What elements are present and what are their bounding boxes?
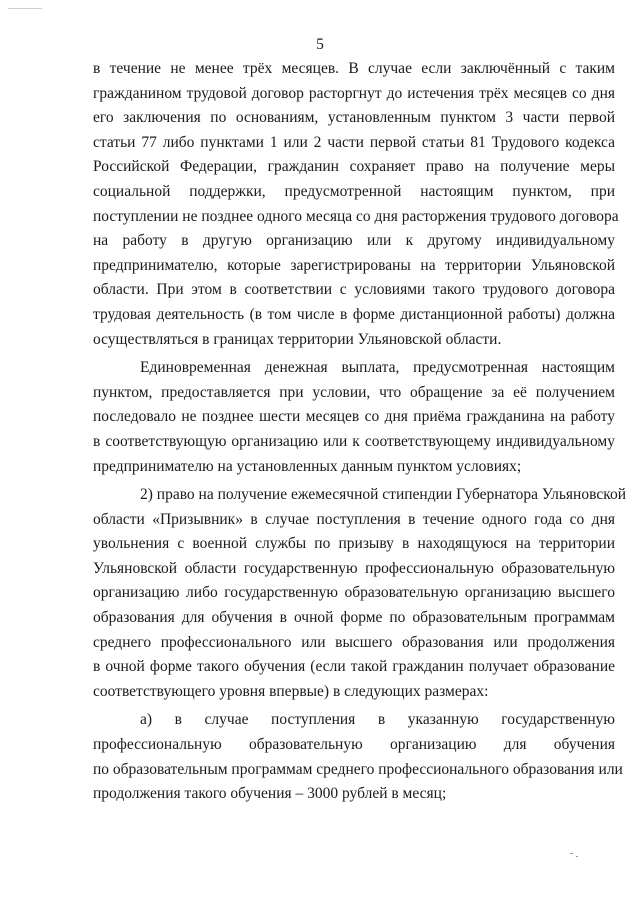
paragraph	[93, 483, 626, 704]
text-line: на работу в другую организацию или к другому индивидуальному	[93, 232, 615, 250]
page-number: 5	[316, 36, 324, 53]
text-line: увольнения с военной службы по призыву в находящуюся на территории	[93, 535, 615, 553]
scan-artifact	[576, 856, 578, 857]
paragraph	[93, 57, 619, 352]
text-line: его заключения по основаниям, установленным пунктом 3 части первой	[93, 109, 615, 127]
text-line: трудовая деятельность (в том числе в форме дистанционной работы) должна	[93, 305, 615, 323]
text-line: в течение не менее трёх месяцев. В случае если заключённый с таким	[93, 60, 615, 77]
text-line: Единовременная денежная выплата, предусмотренная настоящим	[140, 359, 615, 377]
text-line: предпринимателю, которые зарегистрированы на территории Ульяновской	[93, 256, 615, 274]
text-line: среднего профессионального или высшего образования или продолжения	[93, 633, 615, 651]
text-line: продолжения такого обучения – 3000 рублей в месяц;	[93, 785, 447, 803]
document-body	[93, 57, 626, 807]
text-line: образования для обучения в очной форме по образовательным программам	[93, 609, 615, 627]
text-line: осуществляться в границах территории Ульяновской области.	[93, 330, 502, 348]
text-line: профессиональную образовательную организацию для обучения	[93, 736, 615, 754]
text-line: Ульяновской области государственную профессиональную образовательную	[93, 559, 615, 577]
paragraph	[93, 356, 615, 479]
scan-artifact	[570, 853, 573, 854]
text-line: статьи 77 либо пунктами 1 или 2 части первой статьи 81 Трудового кодекса	[93, 133, 615, 151]
text-line: а) в случае поступления в указанную государственную	[140, 711, 615, 729]
paragraph	[93, 708, 623, 806]
scan-artifact	[8, 8, 42, 9]
text-line: соответствующего уровня впервые) в следующих размерах:	[93, 682, 489, 700]
text-line: в очной форме такого обучения (если такой гражданин получает образование	[93, 658, 615, 676]
text-line: поступлении не позднее одного месяца со дня расторжения трудового договора	[93, 207, 619, 225]
text-line: организацию либо государственную образовательную организацию высшего	[93, 584, 615, 602]
text-line: области. При этом в соответствии с условиями такого трудового договора	[93, 281, 615, 299]
text-line: предпринимателю на установленных данным пунктом условиях;	[93, 457, 522, 475]
text-line: гражданином трудовой договор расторгнут до истечения трёх месяцев со дня	[93, 84, 615, 102]
text-line: последовало не позднее шести месяцев со дня приёма гражданина на работу	[93, 408, 615, 426]
text-line: пунктом, предоставляется при условии, что обращение за её получением	[93, 383, 615, 401]
text-line: области «Призывник» в случае поступления в течение одного года со дня	[93, 510, 615, 528]
text-line: Российской Федерации, гражданин сохраняет право на получение меры	[93, 158, 615, 176]
text-line: 2) право на получение ежемесячной стипендии Губернатора Ульяновской	[140, 486, 626, 504]
text-line: по образовательным программам среднего профессионального образования или	[93, 760, 623, 778]
text-line: в соответствующую организацию или к соответствующему индивидуальному	[93, 432, 615, 450]
text-line: социальной поддержки, предусмотренной настоящим пунктом, при	[93, 182, 615, 200]
